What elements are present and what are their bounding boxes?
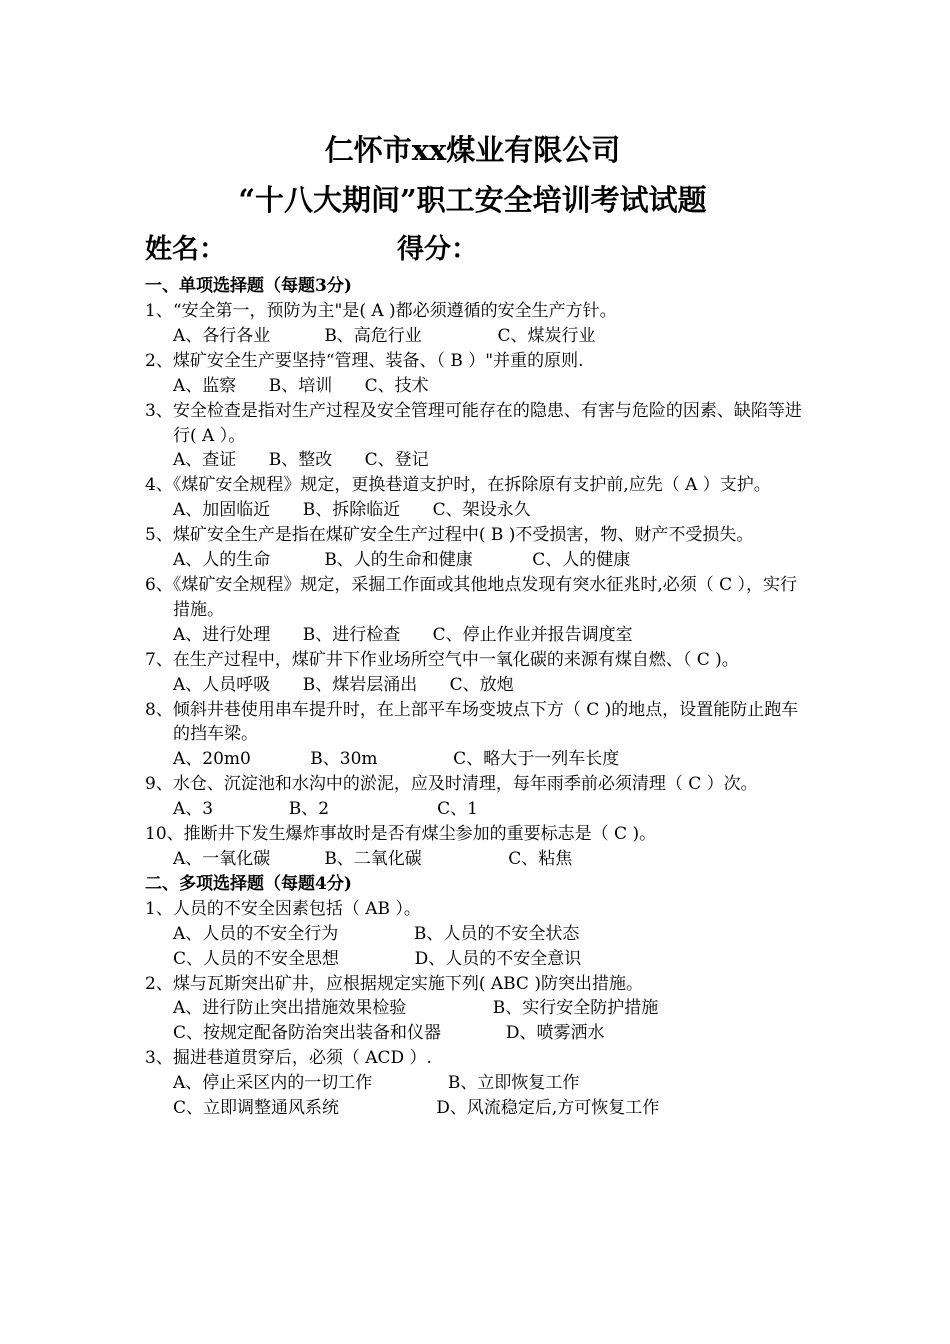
question-options: A、查证 B、整改 C、登记	[173, 450, 429, 471]
name-label: 姓名：	[145, 234, 226, 265]
section2-heading: 二、多项选择题（每题4分)	[145, 873, 352, 894]
question: 4、《煤矿安全规程》规定，更换巷道支护时，在拆除原有支护前,应先（ A ）支护。	[145, 475, 771, 496]
question-options: A、进行处理 B、进行检查 C、停止作业并报告调度室	[173, 624, 633, 645]
question-options: A、3 B、2 C、1	[173, 799, 478, 820]
question-options: A、人员的不安全行为 B、人员的不安全状态	[173, 923, 580, 944]
question: 5、煤矿安全生产是指在煤矿安全生产过程中( B )不受损害，物、财产不受损失。	[145, 525, 754, 546]
question: 7、在生产过程中，煤矿井下作业场所空气中一氧化碳的来源有煤自燃、（ C )。	[145, 649, 739, 670]
question: 1、“安全第一，预防为主"是( A )都必须遵循的安全生产方针。	[145, 301, 617, 321]
question-options: A、人的生命 B、人的生命和健康 C、人的健康	[173, 550, 631, 571]
question: 9、水仓、沉淀池和水沟中的淤泥，应及时清理，每年雨季前必须清理（ C ）次。	[145, 774, 758, 795]
exam-page	[145, 128, 810, 1121]
question-options: A、监察 B、培训 C、技术	[173, 375, 429, 396]
question-options: C、按规定配备防治突出装备和仪器 D、喷雾洒水	[173, 1023, 605, 1044]
question-options: A、20m0 B、30m C、略大于一列车长度	[173, 749, 620, 770]
question-options: A、人员呼吸 B、煤岩层涌出 C、放炮	[173, 674, 514, 695]
question-options: C、立即调整通风系统 D、风流稳定后,方可恢复工作	[173, 1098, 660, 1119]
name-score-line	[145, 226, 810, 274]
question: 3、掘进巷道贯穿后，必须（ ACD ）.	[145, 1048, 432, 1069]
section1-heading: 一、单项选择题（每题3分)	[145, 276, 352, 296]
question: 3、安全检查是指对生产过程及安全管理可能存在的隐患、有害与危险的因素、缺陷等进行( A ）。	[145, 400, 802, 446]
question-options: A、停止采区内的一切工作 B、立即恢复工作	[173, 1073, 580, 1094]
question-options: A、各行各业 B、高危行业 C、煤炭行业	[173, 325, 596, 346]
question: 6、《煤矿安全规程》规定，采掘工作面或其他地点发现有突水征兆时,必须（ C ），实行措施。	[145, 574, 798, 620]
score-label: 得分：	[397, 234, 478, 265]
question: 2、煤矿安全生产要坚持“管理、装备、（ B ）"并重的原则.	[145, 350, 584, 371]
question: 1、人员的不安全因素包括（ AB ）。	[145, 898, 421, 919]
question-options: C、人员的不安全思想 D、人员的不安全意识	[173, 948, 582, 969]
question-options: A、一氧化碳 B、二氧化碳 C、粘焦	[173, 848, 573, 869]
company-title: 仁怀市xx煤业有限公司	[324, 133, 621, 167]
question-options: A、加固临近 B、拆除临近 C、架设永久	[173, 500, 531, 521]
question: 8、倾斜井巷使用串车提升时，在上部平车场变坡点下方（ C )的地点，设置能防止跑车的挡车梁。	[145, 699, 799, 745]
question: 10、推断井下发生爆炸事故时是否有煤尘参加的重要标志是（ C )。	[145, 824, 657, 845]
question: 2、煤与瓦斯突出矿井，应根据规定实施下列( ABC )防突出措施。	[145, 973, 643, 994]
exam-title: “十八大期间”职工安全培训考试试题	[238, 183, 707, 217]
question-options: A、进行防止突出措施效果检验 B、实行安全防护措施	[173, 998, 659, 1019]
